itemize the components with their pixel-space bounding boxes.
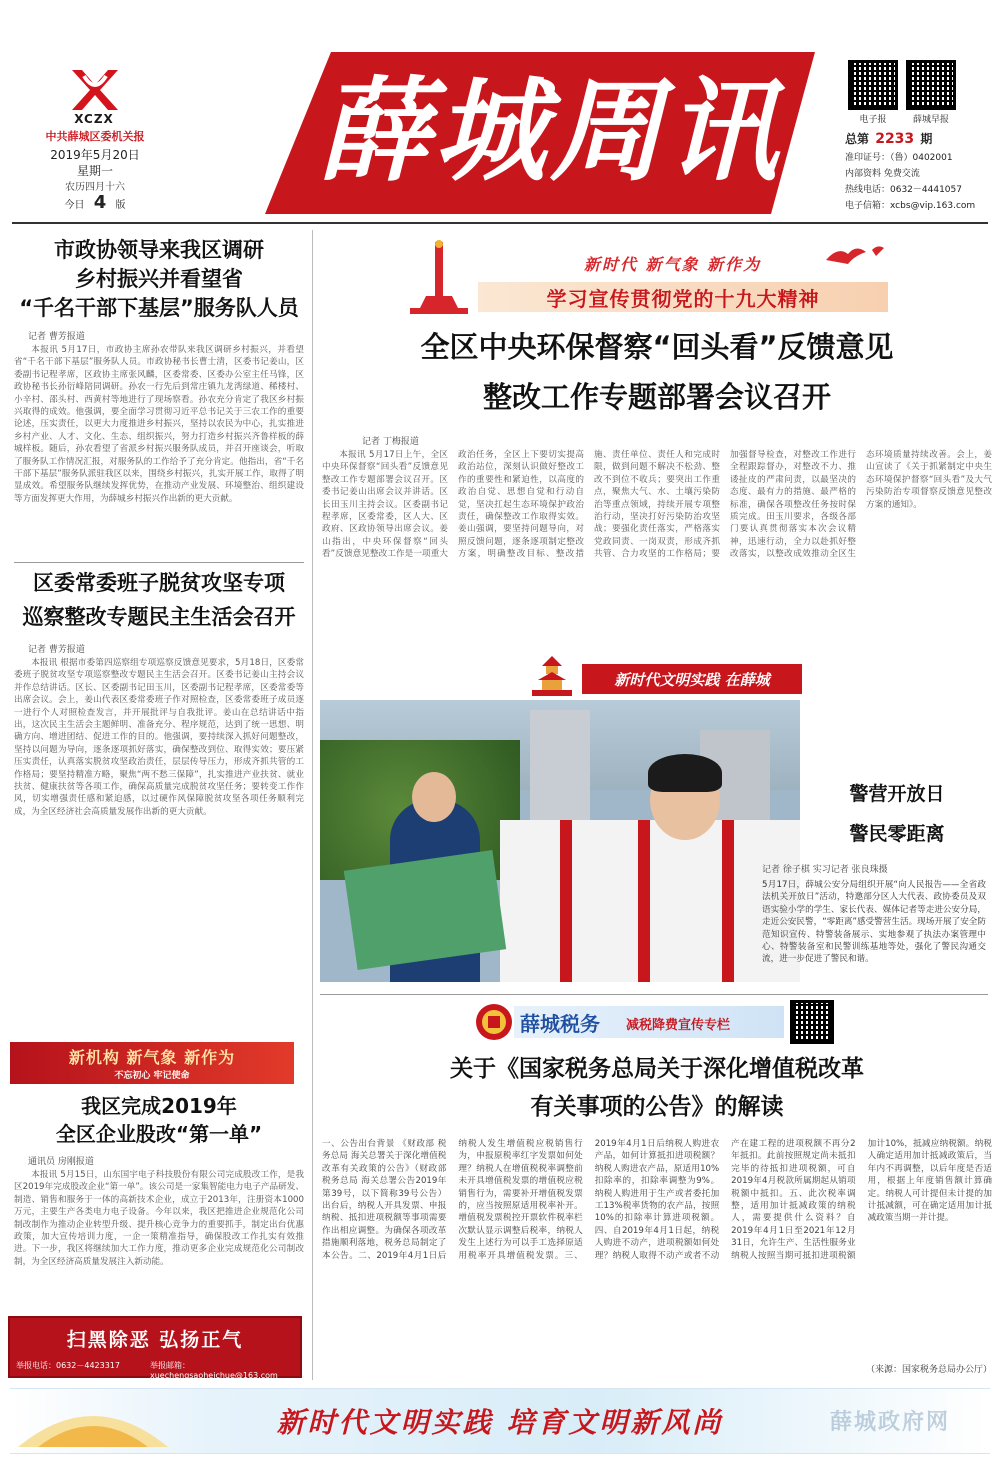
paper-title: 薛城周讯: [318, 66, 782, 197]
tax-emblem-icon: [474, 1002, 514, 1042]
title-line: 市政协领导来我区调研: [54, 238, 264, 262]
paper-logo-icon: [64, 66, 122, 116]
banner-civilization-text: 新时代文明实践 在薛城: [582, 664, 802, 694]
article-body: 本报讯 根据市委第四巡察组专项巡察反馈意见要求，5月18日，区委常委班子脱贫攻坚专项巡察整改专题民主生活会召开。区委书记姜山主持会议并作总结讲话。区长、区委副书记田玉川，区委副书记程孝席，区委常委等出席会议。会上，姜山代表区委常委班子作对照检查，区委常委班子成员逐一进行个人对照检查发言，并开展批评与自我批评。姜山在总结讲话中指出，这次民主生活会主题鲜明、准备充分、程序规范，达到了统一思想、明确方向、增进团结、促进工作的目的。他强调，要持续深入抓好问题整改，坚持以问题为导向，逐条逐项抓好落实，确保整改到位、取得实效；要压紧压实责任，认真落实脱贫攻坚政治责任，层层传导压力，形成齐抓共管的工作格局；要坚持精准方略，聚焦“两不愁三保障”，扎实推进产业扶贫、就业扶贫、健康扶贫等各项工作，确保高质量完成脱贫攻坚任务；要转变工作作风，切实增强责任感和紧迫感，以过硬作风保障脱贫攻坚各项任务顺利完成，为全区经济社会高质量发展作出新的更大贡献。: [14, 658, 304, 817]
photo-child-hair: [648, 754, 722, 792]
article-body: 5月17日，薛城公安分局组织开展“向人民报告——全省政法机关开放日”活动，特邀部分区人大代表、政协委员及双语实验小学的学生、家长代表、媒体记者等走进公安分局，走近公安民警，“零距离”感受警营生活。现场开展了安全防范知识宣传、特警装备展示、实地参观了执法办案管理中心、特警装备室和民警训练基地等处，强化了警民沟通交流，进一步促进了警民和谐。: [762, 880, 986, 965]
article-body: 一、公告出台背景 《财政部 税务总局 海关总署关于深化增值税改革有关政策的公告》（财政部 税务总局 海关总署公告2019年第39号，以下简称39号公告）出台后，纳税人开具发票、申报纳税、抵扣进项税额等事项需要作出相应调整。为确保各项改革措施顺利落地，税务总局制定了本公告。二、2019年4月1日后纳税人发生增值税应税销售行为，申报原税率红字发票如何处理？纳税人在增值税税率调整前未开具增值税发票的增值税应税销售行为，需要补开增值税发票的，应当按照原适用税率补开。增值税发票税控开票软件税率栏次默认显示调整后税率，纳税人发生上述行为可以手工选择原适用税率开具增值税发票。三、2019年4月1日后纳税人购进农产品，如何计算抵扣进项税额？纳税人购进农产品，原适用10%扣除率的，扣除率调整为9%。纳税人购进用于生产或者委托加工13%税率货物的农产品，按照10%的扣除率计算进项税额。四、自2019年4月1日起，纳税人购进不动产，进项税额如何处理？纳税人取得不动产或者不动产在建工程的进项税额不再分2年抵扣。此前按照规定尚未抵扣完毕的待抵扣进项税额，可自2019年4月税款所属期起从销项税额中抵扣。五、此次税率调整，适用加计抵减政策的纳税人，需要提供什么资料？自2019年4月1日至2021年12月31日，允许生产、生活性服务业纳税人按照当期可抵扣进项税额加计10%，抵减应纳税额。纳税人确定适用加计抵减政策后，当年内不再调整，以后年度是否适用，根据上年度销售额计算确定。纳税人可计提但未计提的加计抵减额，可在确定适用加计抵减政策当期一并计提。: [322, 1139, 992, 1261]
slogan-main: 学习宣传贯彻党的十九大精神: [546, 287, 820, 311]
photo-story-caption: [762, 862, 986, 989]
lunar-date: 农历四月十六: [65, 182, 125, 193]
article-title: [322, 1050, 992, 1126]
masthead-divider: [12, 222, 988, 224]
banner-tax: [474, 1000, 844, 1044]
photo-poster: [344, 850, 506, 970]
banner-main-text: 扫黑除恶 弘扬正气: [66, 1328, 244, 1351]
slogan-block: [404, 238, 894, 318]
banner-civilization-practice: [522, 654, 804, 700]
article-byline: 记者 丁梅报道: [362, 437, 419, 447]
article-title: [322, 322, 992, 422]
article-title: [14, 566, 304, 634]
title-line: 乡村振兴并看望省: [75, 267, 243, 291]
banner-new-institutions: [10, 1042, 294, 1084]
article-shareholding-reform: [14, 1092, 304, 1317]
article-body: 本报讯 5月17日，市政协主席孙农带队来我区调研乡村振兴，并看望省“千名干部下基层”服务队人员。市政协秘书长曹士清，区委书记姜山，区委副书记程孝席，区政协主席张风麟，区委常委、区委办公室主任马锋，区政协秘书长孙衍峰陪同调研。孙农一行先后到常庄镇九龙湾绿道、稀楼村、小辛村、邵头村、西黄村等地进行了现场察看。孙农充分肯定了我区乡村振兴取得的成效。他强调，要全面学习贯彻习近平总书记关于三农工作的重要论述，压实责任，以更大力度推进乡村振兴，坚持以农民为中心，扎实推进乡村产业、人才、文化、生态、组织振兴，努力打造乡村振兴齐鲁样板的薛城样板。随后，孙农看望了省派乡村振兴服务队成员，并召开座谈会，听取了服务队工作情况汇报，对服务队的工作给予了充分肯定。他指出，省“千名干部下基层”服务队派驻我区以来，围绕乡村振兴，扎实开展工作，取得了明显成效。希望服务队继续发挥优势，在推动产业发展、环境整治、组织建设等方面发挥更大作用，为薛城乡村振兴作出新的更大贡献。: [14, 345, 304, 504]
article-divider: [14, 562, 304, 563]
dove-icon: [822, 240, 892, 274]
article-body: 本报讯 5月17日上午，全区中央环保督察“回头看”反馈意见整改工作专题部署会议召开。区委书记姜山出席会议并讲话。区长田玉川主持会议。区委副书记程孝席，区委常委，区人大、区政府、区政协领导出席会议。姜山指出，中央环保督察“回头看”反馈意见整改工作是一项重大政治任务，全区上下要切实提高政治站位，深刻认识做好整改工作的重要性和紧迫性，以高度的政治自觉、思想自觉和行动自觉，坚决扛起生态环境保护政治责任，确保整改工作取得实效。姜山强调，要坚持问题导向，对照反馈问题，逐条逐项制定整改方案，明确整改目标、整改措施、责任单位、责任人和完成时限，做到问题不解决不松劲、整改不到位不收兵；要突出工作重点，聚焦大气、水、土壤污染防治等重点领域，持续开展专项整治行动，坚决打好污染防治攻坚战；要强化责任落实，严格落实党政同责、一岗双责，形成齐抓共管、合力攻坚的工作格局；要加强督导检查，对整改工作进行全程跟踪督办，对整改不力、推诿扯皮的严肃问责，以最坚决的态度、最有力的措施、最严格的标准，确保各项整改任务按时保质完成。田玉川要求，各级各部门要认真贯彻落实本次会议精神，迅速行动，全力以赴抓好整改落实，以整改成效推动全区生态环境质量持续改善。会上，姜山宣读了《关于抓紧制定中央生态环境保护督察“回头看”及大气污染防治专项督察反馈意见整改方案的通知》。: [322, 450, 992, 560]
article-cppcc-visit: [14, 236, 304, 554]
title-line: 警营开放日: [849, 783, 945, 805]
issue-date: 2019年5月20日: [50, 148, 140, 162]
page-count-number: 4: [93, 192, 107, 213]
title-line: 全区企业股改“第一单”: [55, 1122, 263, 1146]
column-divider: [312, 230, 313, 1380]
qr-code-morning[interactable]: [906, 60, 956, 110]
title-line: 我区完成2019年: [81, 1094, 237, 1118]
issue-number: 2233: [875, 131, 915, 147]
print-permit: 准印证号：（鲁）0402001: [845, 153, 953, 163]
footer-banner: [10, 1388, 990, 1454]
tax-banner-main: 薛城税务: [520, 1012, 600, 1036]
article-title: [14, 236, 304, 323]
footer-watermark: 薛城政府网: [830, 1410, 951, 1435]
title-line: 巡察整改专题民主生活会召开: [22, 605, 296, 629]
page-count-pre: 今日: [64, 200, 85, 211]
page-count: [20, 192, 170, 213]
article-vat-reform-interpretation: [322, 1050, 992, 1375]
issue-suffix: 期: [920, 132, 933, 146]
report-email: 举报邮箱：xuechengsaoheichue@163.com: [150, 1361, 278, 1380]
title-line: 警民零距离: [849, 823, 945, 845]
photo-building: [530, 710, 590, 820]
banner-anti-crime: [8, 1316, 302, 1378]
qr-code-epaper[interactable]: [848, 60, 898, 110]
article-source: （来源：国家税务总局办公厅）: [865, 1365, 992, 1375]
title-line: 关于《国家税务总局关于深化增值税改革: [450, 1055, 864, 1082]
qr1-label: 电子报: [859, 115, 887, 125]
banner-sub-text: 不忘初心 牢记使命: [114, 1070, 190, 1081]
article-byline: 记者 徐子棋 实习记者 张良珠摄: [762, 865, 888, 875]
logo-text: XCZX: [74, 112, 114, 126]
issue-number-line: [845, 130, 932, 147]
issue-label: 总第: [845, 132, 870, 146]
qr2-label: 薛城早报: [912, 115, 949, 125]
title-line: 有关事项的公告》的解读: [530, 1093, 784, 1120]
footer-banner-text: 新时代文明实践 培育文明新风尚: [276, 1406, 724, 1439]
article-environmental-inspection: [322, 322, 992, 639]
slogan-top: 新时代 新气象 新作为: [584, 255, 762, 274]
article-title: [14, 1092, 304, 1148]
section-divider: [320, 994, 988, 995]
sunrise-icon: [18, 1395, 168, 1447]
article-police-open-day: [808, 774, 986, 854]
pagoda-icon: [522, 654, 582, 700]
title-line: 整改工作专题部署会议召开: [482, 380, 831, 414]
title-line: 区委常委班子脱贫攻坚专项: [33, 571, 285, 595]
article-byline: 记者 曹芳报道: [28, 332, 85, 342]
article-title: [808, 774, 986, 854]
internal-note: 内部资料 免费交流: [845, 169, 920, 179]
police-open-day-photo: [320, 700, 800, 982]
article-body: 本报讯 5月15日，山东国宇电子科技股份有限公司完成股改工作，是我区2019年完成股改企业“第一单”。该公司是一家集智能电力电子产品研发、制造、销售和服务于一体的高新技术企业，成立于2013年，注册资本1000万元，主要生产各类电力电子设备。今年以来，我区把推进企业规范化公司制改制作为推动企业转型升级、提升核心竞争力的重要抓手，制定出台优惠政策，加大宣传培训力度，一企一策精准指导，确保股改工作扎实有效推进。下一步，我区将继续加大工作力度，推动更多企业完成规范化公司制改制，为全区经济高质量发展注入新动能。: [14, 1170, 304, 1267]
masthead: [0, 0, 1000, 222]
title-line: 全区中央环保督察“回头看”反馈意见: [420, 330, 894, 364]
report-phone: 举报电话：0632－4423317: [16, 1361, 120, 1370]
tax-banner-sub: 减税降费宣传专栏: [626, 1018, 731, 1033]
article-byline: 通讯员 房刚报道: [28, 1157, 94, 1167]
page-count-post: 版: [115, 200, 126, 211]
photo-officer-face: [412, 772, 456, 822]
sponsor: 中共薛城区委机关报: [45, 130, 145, 143]
email: 电子信箱：xcbs@vip.163.com: [845, 201, 976, 211]
monument-icon: [404, 238, 474, 318]
qr-code-tax[interactable]: [790, 1000, 834, 1044]
article-byline: 记者 曹芳报道: [28, 645, 85, 655]
banner-main-text: 新机构 新气象 新作为: [68, 1047, 236, 1067]
article-poverty-inspection: [14, 566, 304, 1027]
title-line: “千名干部下基层”服务队人员: [19, 296, 299, 320]
weekday: 星期一: [76, 164, 113, 178]
photo-crowd: [500, 820, 800, 982]
hotline: 热线电话：0632－4441057: [845, 185, 962, 195]
